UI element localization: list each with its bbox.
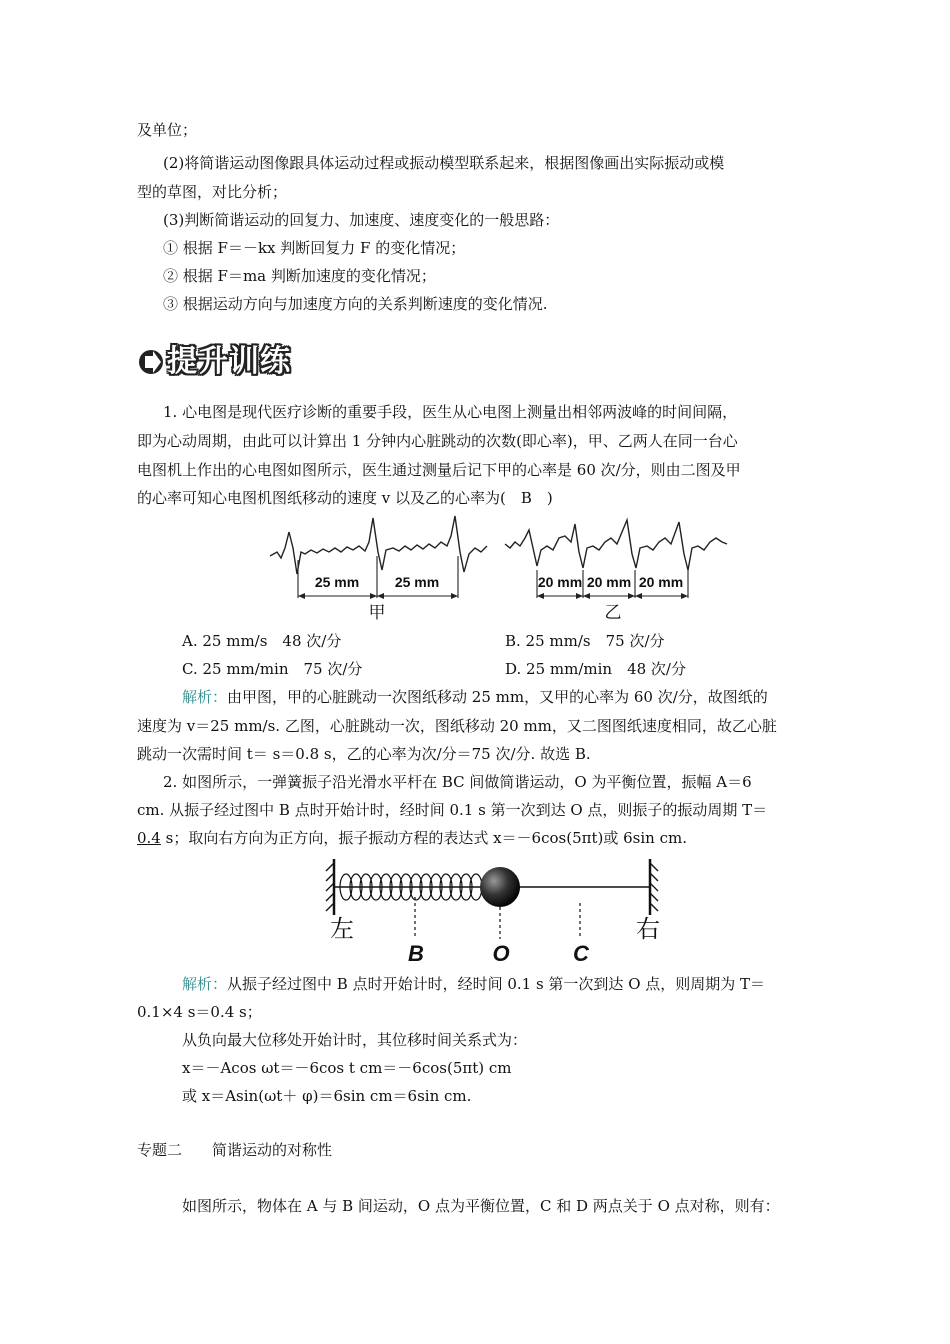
dim-label: 25 mm xyxy=(314,574,360,590)
analysis-line: 从负向最大位移处开始计时，其位移时间关系式为： xyxy=(182,1031,528,1049)
label-c: C xyxy=(573,941,589,966)
option-c: C. 25 mm/min 75 次/分 xyxy=(182,660,363,678)
analysis-line: 或 x＝Asin(ωt＋ φ)＝6sin cm＝6sin cm. xyxy=(182,1087,472,1105)
analysis-line xyxy=(182,687,768,707)
text-line: 如图所示，物体在 A 与 B 间运动，O 点为平衡位置，C 和 D 两点关于 O 点对称，则有： xyxy=(182,1197,780,1215)
figure-label-jia: 甲 xyxy=(368,603,386,622)
banner-title: 提升训练 xyxy=(167,344,291,379)
text-line: ③ 根据运动方向与加速度方向的关系判断速度的变化情况. xyxy=(163,295,548,313)
analysis-line: 速度为 v＝25 mm/s. 乙图，心脏跳动一次，图纸移动 20 mm，又二图图纸速度相同，故乙心脏 xyxy=(137,717,777,735)
text-line: cm. 从振子经过图中 B 点时开始计时，经时间 0.1 s 第一次到达 O 点，则振子的振动周期 T＝ xyxy=(137,801,768,819)
section-banner xyxy=(137,340,337,384)
ecg-trace-yi xyxy=(505,520,727,570)
ecg-figure xyxy=(265,512,735,624)
oscillator-ball xyxy=(480,867,520,907)
text-line: 的心率可知心电图机图纸移动的速度 v 以及乙的心率为( B ) xyxy=(137,489,553,507)
analysis-line: x＝－Acos ωt＝－6cos t cm＝－6cos(5πt) cm xyxy=(182,1059,512,1077)
label-b: B xyxy=(408,941,424,966)
analysis-text: 从振子经过图中 B 点时开始计时，经时间 0.1 s 第一次到达 O 点，则周期为 T＝ xyxy=(227,975,766,993)
text-line: 型的草图，对比分析； xyxy=(137,183,288,201)
option-b: B. 25 mm/s 75 次/分 xyxy=(505,632,665,650)
analysis-line: 跳动一次需时间 t＝ s＝0.8 s，乙的心率为次/分＝75 次/分. 故选 B. xyxy=(137,745,591,763)
figure-label-yi: 乙 xyxy=(604,603,622,622)
text-line: ① 根据 F＝－kx 判断回复力 F 的变化情况； xyxy=(163,239,466,257)
text-line: 及单位； xyxy=(137,121,198,139)
analysis-line xyxy=(182,974,765,994)
analysis-label: 解析： xyxy=(182,975,228,993)
dim-label: 25 mm xyxy=(394,574,440,590)
text-line: 0.4 s；取向右方向为正方向，振子振动方程的表达式 x＝－6cos(5πt)或 6sin cm. xyxy=(137,829,687,847)
text-line: ② 根据 F＝ma 判断加速度的变化情况； xyxy=(163,267,436,285)
option-a: A. 25 mm/s 48 次/分 xyxy=(182,632,342,650)
label-right: 右 xyxy=(636,916,660,943)
answer-blank: 0.4 xyxy=(137,829,161,847)
analysis-label: 解析： xyxy=(182,688,228,706)
text-line: 电图机上作出的心电图如图所示，医生通过测量后记下甲的心率是 60 次/分，则由二图及甲 xyxy=(137,461,741,479)
text-line: (3)判断简谐运动的回复力、加速度、速度变化的一般思路： xyxy=(163,211,560,229)
text-line: (2)将简谐运动图像跟具体运动过程或振动模型联系起来，根据图像画出实际振动或模 xyxy=(163,154,725,172)
option-d: D. 25 mm/min 48 次/分 xyxy=(505,660,686,678)
dim-label: 20 mm xyxy=(537,574,583,590)
dim-label: 20 mm xyxy=(638,574,684,590)
analysis-line: 0.1×4 s＝0.4 s； xyxy=(137,1003,262,1021)
label-o: O xyxy=(492,941,510,966)
dim-label: 20 mm xyxy=(586,574,632,590)
ecg-trace-jia xyxy=(270,516,487,574)
text-line: 1. 心电图是现代医疗诊断的重要手段，医生从心电图上测量出相邻两波峰的时间间隔， xyxy=(163,403,738,421)
analysis-text: 由甲图，甲的心脏跳动一次图纸移动 25 mm，又甲的心率为 60 次/分，故图纸的 xyxy=(227,688,768,706)
label-left: 左 xyxy=(330,916,354,943)
section-title: 专题二 简谐运动的对称性 xyxy=(137,1141,333,1159)
text-line: 即为心动周期，由此可以计算出 1 分钟内心脏跳动的次数(即心率)，甲、乙两人在同一台心 xyxy=(137,432,738,450)
text-line: 2. 如图所示，一弹簧振子沿光滑水平杆在 BC 间做简谐运动，O 为平衡位置，振幅 A＝6 xyxy=(163,773,752,791)
spring-figure xyxy=(320,853,680,968)
